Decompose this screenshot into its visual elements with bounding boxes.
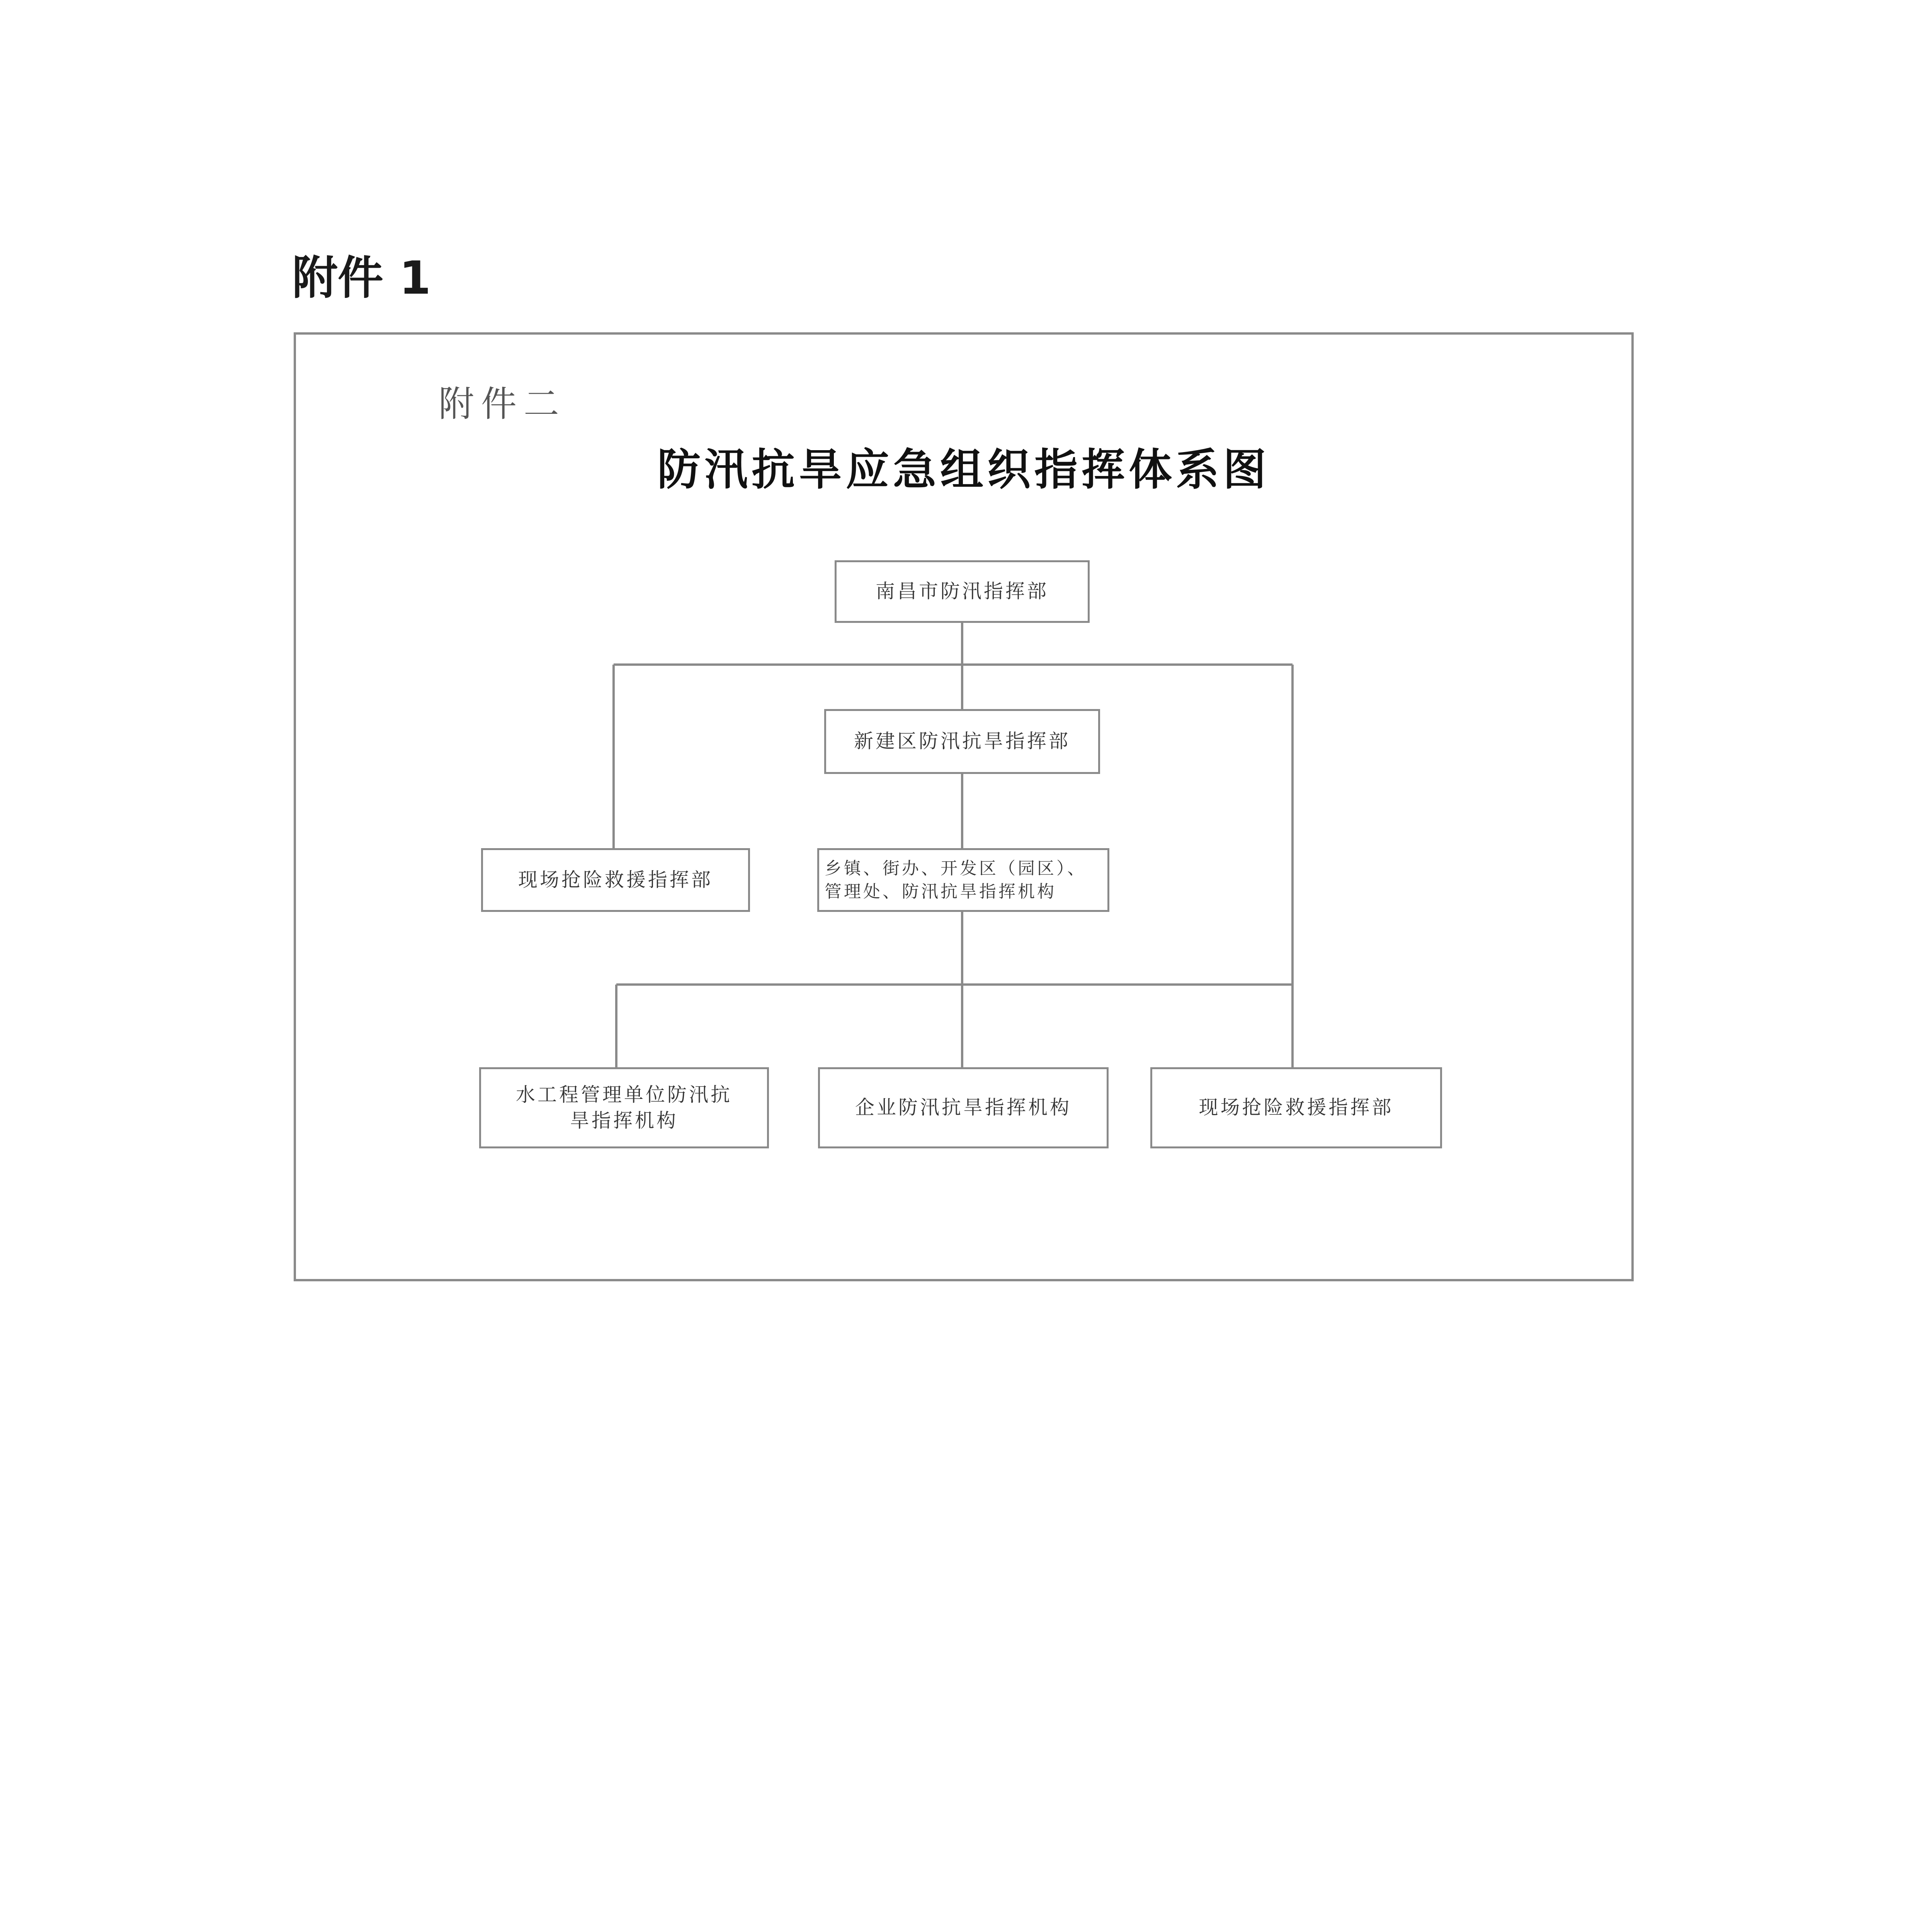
node-enterprise-agencies: 企业防汛抗旱指挥机构 [818, 1067, 1109, 1148]
inner-attachment-label: 附件二 [439, 383, 566, 425]
attachment-heading: 附件 1 [292, 251, 431, 304]
node-district-hq: 新建区防汛抗旱指挥部 [824, 709, 1100, 774]
node-field-rescue-lower: 现场抢险救援指挥部 [1150, 1067, 1442, 1148]
node-city-hq: 南昌市防汛指挥部 [835, 560, 1090, 623]
node-water-project-units: 水工程管理单位防汛抗 旱指挥机构 [479, 1067, 769, 1148]
node-township-agencies: 乡镇、街办、开发区（园区）、 管理处、防汛抗旱指挥机构 [817, 848, 1109, 912]
node-field-rescue-upper: 现场抢险救援指挥部 [481, 848, 750, 912]
diagram-title: 防汛抗旱应急组织指挥体系图 [657, 444, 1270, 495]
